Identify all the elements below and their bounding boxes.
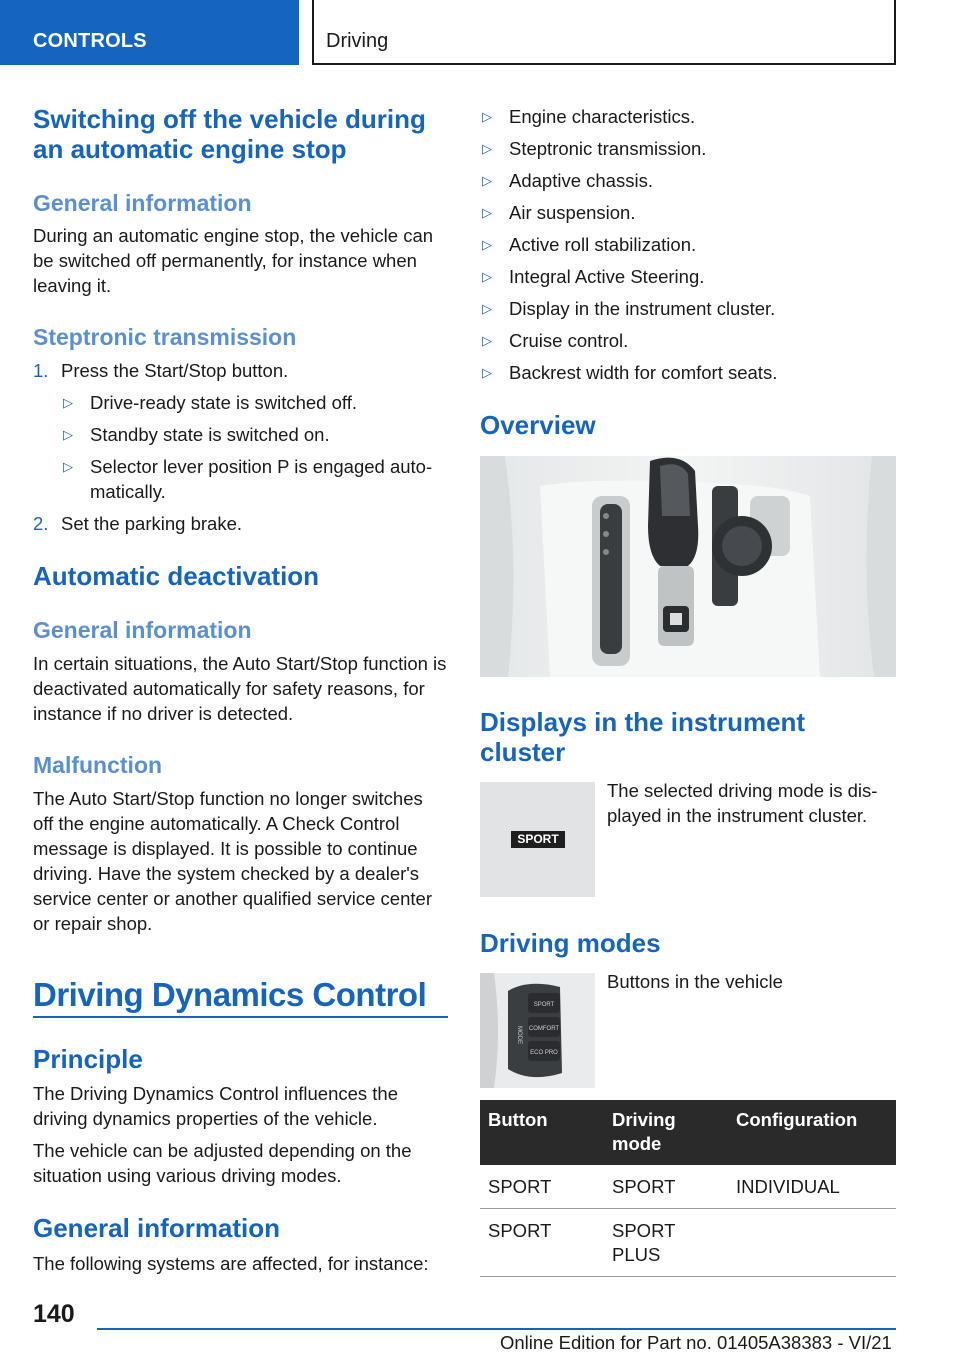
bullet-triangle-icon: ▷ <box>482 269 492 284</box>
bullet-triangle-icon: ▷ <box>63 459 73 474</box>
bullet-item: Selector lever position P is engaged auto-matically. <box>90 456 433 502</box>
chapter-title: Driving <box>326 30 389 52</box>
bullet-triangle-icon: ▷ <box>63 395 73 410</box>
bullet-item: Drive-ready state is switched off. <box>90 392 357 413</box>
bullet-triangle-icon: ▷ <box>482 205 492 220</box>
step-text-2: Set the parking brake. <box>61 513 242 534</box>
table-cell: SPORT <box>480 1209 604 1277</box>
heading-switching-off: Switching off the vehicle during an automatic engine stop <box>33 104 426 164</box>
table-row <box>480 1165 896 1209</box>
heading-overview: Overview <box>480 410 596 440</box>
btn-label-sport: SPORT <box>533 1002 555 1008</box>
heading-driving-modes: Driving modes <box>480 928 661 958</box>
section-tab <box>0 0 299 65</box>
system-item: Adaptive chassis. <box>509 170 653 191</box>
system-item: Display in the instrument cluster. <box>509 298 776 319</box>
paragraph-malfunction: The Auto Start/Stop function no longer switches off the engine automatically. A Check Control message is displayed. It is possible to continue driving. Have the system checked by a dealer's service center or another qualified service center or repair shop. <box>33 788 432 934</box>
edition-note: Online Edition for Part no. 01405A38383 - VI/21 <box>500 1332 892 1353</box>
heading-displays-instrument-cluster: Displays in the instrument cluster <box>480 707 806 767</box>
step-number-1: 1. <box>33 360 49 381</box>
system-item: Active roll stabilization. <box>509 234 697 255</box>
system-item: Engine characteristics. <box>509 106 696 127</box>
system-item: Backrest width for comfort seats. <box>509 362 778 383</box>
table-cell: INDIVIDUAL <box>728 1165 896 1209</box>
driving-mode-buttons-image <box>480 973 595 1088</box>
center-console-image <box>480 456 896 677</box>
bullet-triangle-icon: ▷ <box>63 427 73 442</box>
section-title: CONTROLS <box>33 30 147 52</box>
bullet-triangle-icon: ▷ <box>482 333 492 348</box>
btn-label-comfort: COMFORT <box>528 1026 560 1032</box>
system-item: Steptronic transmission. <box>509 138 707 159</box>
step-number-2: 2. <box>33 513 49 534</box>
paragraph-buttons: Buttons in the vehicle <box>607 971 783 992</box>
heading-driving-dynamics-control: Driving Dynamics Control <box>33 976 427 1013</box>
table-header-row <box>480 1100 896 1165</box>
sport-display-badge: SPORT <box>511 831 565 848</box>
center-console-illustration <box>480 456 896 677</box>
driving-mode-buttons-illustration <box>480 973 595 1088</box>
column-header: Configuration <box>728 1100 896 1165</box>
system-item: Integral Active Steering. <box>509 266 705 287</box>
column-header: Button <box>480 1100 604 1165</box>
heading-malfunction: Malfunction <box>33 752 163 778</box>
system-item: Cruise control. <box>509 330 629 351</box>
table-cell <box>728 1209 896 1277</box>
paragraph-displays: The selected driving mode is dis-played in the instrument cluster. <box>607 780 878 826</box>
bullet-item: Standby state is switched on. <box>90 424 330 445</box>
section-rule <box>33 1016 448 1018</box>
step-text-1: Press the Start/Stop button. <box>61 360 289 381</box>
paragraph-principle-1: The Driving Dynamics Control influences the driving dynamics properties of the vehicle. <box>33 1083 399 1129</box>
paragraph-general-3: The following systems are affected, for instance: <box>33 1253 429 1274</box>
heading-automatic-deactivation: Automatic deactivation <box>33 561 320 591</box>
page-number: 140 <box>33 1300 75 1328</box>
heading-steptronic: Steptronic transmission <box>33 324 297 350</box>
footer-rule <box>97 1328 896 1330</box>
table-cell: SPORT PLUS <box>604 1209 728 1277</box>
paragraph-general-2: In certain situations, the Auto Start/Stop function is deactivated automatically for safety reasons, for instance if no driver is detected. <box>33 653 447 724</box>
table-cell: SPORT <box>480 1165 604 1209</box>
chapter-tab <box>312 0 896 65</box>
driving-modes-table <box>480 1100 896 1277</box>
table-row <box>480 1209 896 1277</box>
heading-principle: Principle <box>33 1044 143 1074</box>
btn-label-eco-pro: ECO PRO <box>530 1050 558 1056</box>
bullet-triangle-icon: ▷ <box>482 365 492 380</box>
heading-general-information-1: General information <box>33 190 252 216</box>
heading-general-information-2: General information <box>33 617 252 643</box>
system-item: Air suspension. <box>509 202 636 223</box>
paragraph-principle-2: The vehicle can be adjusted depending on the situation using various driving modes. <box>33 1140 412 1186</box>
paragraph-general-1: During an automatic engine stop, the vehicle can be switched off permanently, for instance when leaving it. <box>33 225 434 296</box>
instrument-cluster-image <box>480 782 595 897</box>
bullet-triangle-icon: ▷ <box>482 301 492 316</box>
bullet-triangle-icon: ▷ <box>482 237 492 252</box>
table-cell: SPORT <box>604 1165 728 1209</box>
heading-general-information-3: General information <box>33 1213 281 1243</box>
bullet-triangle-icon: ▷ <box>482 173 492 188</box>
column-header: Driving mode <box>604 1100 728 1165</box>
bullet-triangle-icon: ▷ <box>482 109 492 124</box>
bullet-triangle-icon: ▷ <box>482 141 492 156</box>
btn-label-mode: MODE <box>516 1026 522 1044</box>
